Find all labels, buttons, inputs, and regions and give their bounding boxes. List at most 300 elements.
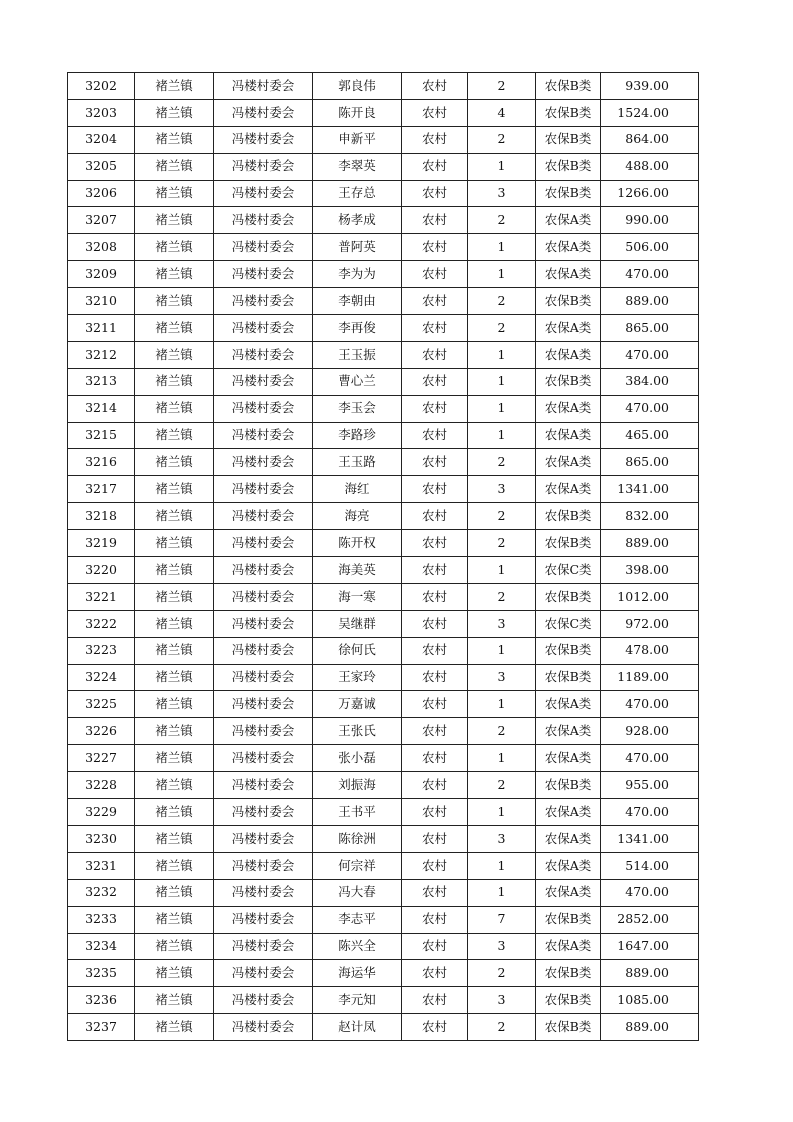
cell-id: 3224 xyxy=(68,664,135,691)
table-row xyxy=(68,207,699,234)
table-row xyxy=(68,530,699,557)
cell-name: 陈徐洲 xyxy=(313,825,402,852)
cell-name: 陈开良 xyxy=(313,99,402,126)
cell-id: 3212 xyxy=(68,341,135,368)
table-row xyxy=(68,1014,699,1041)
cell-name: 李为为 xyxy=(313,261,402,288)
cell-amount: 470.00 xyxy=(601,745,699,772)
cell-town: 褚兰镇 xyxy=(135,99,214,126)
cell-village: 冯楼村委会 xyxy=(214,825,313,852)
cell-village: 冯楼村委会 xyxy=(214,583,313,610)
cell-village: 冯楼村委会 xyxy=(214,503,313,530)
cell-town: 褚兰镇 xyxy=(135,583,214,610)
cell-village: 冯楼村委会 xyxy=(214,664,313,691)
cell-count: 2 xyxy=(468,583,536,610)
cell-id: 3225 xyxy=(68,691,135,718)
cell-count: 2 xyxy=(468,718,536,745)
cell-id: 3213 xyxy=(68,368,135,395)
cell-category: 农保B类 xyxy=(536,73,601,100)
cell-count: 2 xyxy=(468,73,536,100)
cell-name: 万嘉诚 xyxy=(313,691,402,718)
cell-id: 3210 xyxy=(68,288,135,315)
cell-id: 3216 xyxy=(68,449,135,476)
cell-id: 3236 xyxy=(68,987,135,1014)
cell-town: 褚兰镇 xyxy=(135,637,214,664)
table-row xyxy=(68,126,699,153)
table-row xyxy=(68,73,699,100)
cell-count: 2 xyxy=(468,315,536,342)
table-row xyxy=(68,503,699,530)
cell-village: 冯楼村委会 xyxy=(214,718,313,745)
cell-town: 褚兰镇 xyxy=(135,879,214,906)
cell-category: 农保B类 xyxy=(536,906,601,933)
cell-type: 农村 xyxy=(402,825,468,852)
cell-amount: 1524.00 xyxy=(601,99,699,126)
table-row xyxy=(68,315,699,342)
cell-type: 农村 xyxy=(402,99,468,126)
cell-amount: 478.00 xyxy=(601,637,699,664)
cell-count: 1 xyxy=(468,341,536,368)
cell-name: 冯大春 xyxy=(313,879,402,906)
table-row xyxy=(68,960,699,987)
cell-type: 农村 xyxy=(402,422,468,449)
table-row xyxy=(68,180,699,207)
table-row xyxy=(68,234,699,261)
cell-name: 王玉路 xyxy=(313,449,402,476)
cell-count: 2 xyxy=(468,207,536,234)
table-row xyxy=(68,368,699,395)
cell-count: 1 xyxy=(468,879,536,906)
cell-town: 褚兰镇 xyxy=(135,207,214,234)
cell-id: 3234 xyxy=(68,933,135,960)
cell-count: 1 xyxy=(468,691,536,718)
cell-id: 3219 xyxy=(68,530,135,557)
table-row xyxy=(68,610,699,637)
cell-id: 3211 xyxy=(68,315,135,342)
cell-category: 农保B类 xyxy=(536,583,601,610)
cell-name: 李翠英 xyxy=(313,153,402,180)
cell-name: 曹心兰 xyxy=(313,368,402,395)
cell-type: 农村 xyxy=(402,879,468,906)
cell-amount: 864.00 xyxy=(601,126,699,153)
cell-village: 冯楼村委会 xyxy=(214,691,313,718)
table-row xyxy=(68,637,699,664)
cell-type: 农村 xyxy=(402,288,468,315)
cell-count: 1 xyxy=(468,745,536,772)
cell-count: 3 xyxy=(468,476,536,503)
cell-type: 农村 xyxy=(402,234,468,261)
cell-category: 农保B类 xyxy=(536,368,601,395)
cell-town: 褚兰镇 xyxy=(135,557,214,584)
cell-village: 冯楼村委会 xyxy=(214,368,313,395)
cell-category: 农保A类 xyxy=(536,879,601,906)
cell-id: 3222 xyxy=(68,610,135,637)
table-row xyxy=(68,261,699,288)
cell-village: 冯楼村委会 xyxy=(214,879,313,906)
cell-id: 3232 xyxy=(68,879,135,906)
cell-type: 农村 xyxy=(402,933,468,960)
cell-type: 农村 xyxy=(402,476,468,503)
cell-type: 农村 xyxy=(402,503,468,530)
cell-town: 褚兰镇 xyxy=(135,1014,214,1041)
cell-village: 冯楼村委会 xyxy=(214,99,313,126)
table-row xyxy=(68,825,699,852)
cell-amount: 384.00 xyxy=(601,368,699,395)
cell-village: 冯楼村委会 xyxy=(214,288,313,315)
cell-type: 农村 xyxy=(402,73,468,100)
cell-village: 冯楼村委会 xyxy=(214,637,313,664)
cell-category: 农保A类 xyxy=(536,852,601,879)
cell-name: 海美英 xyxy=(313,557,402,584)
cell-count: 4 xyxy=(468,99,536,126)
table-row xyxy=(68,449,699,476)
cell-category: 农保A类 xyxy=(536,234,601,261)
cell-amount: 865.00 xyxy=(601,315,699,342)
cell-name: 刘振海 xyxy=(313,772,402,799)
cell-village: 冯楼村委会 xyxy=(214,1014,313,1041)
cell-id: 3208 xyxy=(68,234,135,261)
cell-type: 农村 xyxy=(402,315,468,342)
cell-town: 褚兰镇 xyxy=(135,906,214,933)
cell-category: 农保B类 xyxy=(536,772,601,799)
cell-count: 2 xyxy=(468,772,536,799)
cell-amount: 889.00 xyxy=(601,288,699,315)
cell-amount: 1341.00 xyxy=(601,476,699,503)
cell-category: 农保B类 xyxy=(536,153,601,180)
cell-town: 褚兰镇 xyxy=(135,718,214,745)
cell-name: 海运华 xyxy=(313,960,402,987)
cell-id: 3235 xyxy=(68,960,135,987)
cell-village: 冯楼村委会 xyxy=(214,557,313,584)
cell-name: 李元知 xyxy=(313,987,402,1014)
cell-village: 冯楼村委会 xyxy=(214,395,313,422)
cell-category: 农保A类 xyxy=(536,261,601,288)
cell-amount: 470.00 xyxy=(601,261,699,288)
cell-id: 3205 xyxy=(68,153,135,180)
cell-name: 陈开权 xyxy=(313,530,402,557)
cell-type: 农村 xyxy=(402,180,468,207)
table-row xyxy=(68,476,699,503)
cell-type: 农村 xyxy=(402,745,468,772)
cell-name: 海亮 xyxy=(313,503,402,530)
cell-village: 冯楼村委会 xyxy=(214,530,313,557)
cell-village: 冯楼村委会 xyxy=(214,933,313,960)
cell-name: 李再俊 xyxy=(313,315,402,342)
cell-count: 3 xyxy=(468,933,536,960)
table-row xyxy=(68,422,699,449)
cell-town: 褚兰镇 xyxy=(135,315,214,342)
cell-count: 3 xyxy=(468,664,536,691)
cell-name: 王玉振 xyxy=(313,341,402,368)
cell-name: 赵计凤 xyxy=(313,1014,402,1041)
cell-name: 李志平 xyxy=(313,906,402,933)
cell-town: 褚兰镇 xyxy=(135,664,214,691)
cell-village: 冯楼村委会 xyxy=(214,341,313,368)
cell-count: 2 xyxy=(468,288,536,315)
table-row xyxy=(68,718,699,745)
cell-town: 褚兰镇 xyxy=(135,772,214,799)
cell-name: 张小磊 xyxy=(313,745,402,772)
cell-category: 农保A类 xyxy=(536,745,601,772)
cell-name: 杨孝成 xyxy=(313,207,402,234)
cell-type: 农村 xyxy=(402,772,468,799)
cell-type: 农村 xyxy=(402,960,468,987)
cell-type: 农村 xyxy=(402,718,468,745)
cell-count: 1 xyxy=(468,368,536,395)
cell-amount: 398.00 xyxy=(601,557,699,584)
cell-name: 海红 xyxy=(313,476,402,503)
cell-id: 3215 xyxy=(68,422,135,449)
cell-id: 3226 xyxy=(68,718,135,745)
cell-name: 李玉会 xyxy=(313,395,402,422)
table-row xyxy=(68,933,699,960)
cell-village: 冯楼村委会 xyxy=(214,234,313,261)
cell-type: 农村 xyxy=(402,610,468,637)
cell-type: 农村 xyxy=(402,530,468,557)
cell-count: 2 xyxy=(468,449,536,476)
cell-town: 褚兰镇 xyxy=(135,234,214,261)
cell-count: 3 xyxy=(468,180,536,207)
table-row xyxy=(68,879,699,906)
cell-amount: 470.00 xyxy=(601,799,699,826)
cell-type: 农村 xyxy=(402,664,468,691)
cell-amount: 488.00 xyxy=(601,153,699,180)
cell-type: 农村 xyxy=(402,207,468,234)
cell-category: 农保B类 xyxy=(536,99,601,126)
cell-town: 褚兰镇 xyxy=(135,825,214,852)
cell-village: 冯楼村委会 xyxy=(214,449,313,476)
cell-amount: 1341.00 xyxy=(601,825,699,852)
cell-amount: 1647.00 xyxy=(601,933,699,960)
cell-id: 3209 xyxy=(68,261,135,288)
cell-town: 褚兰镇 xyxy=(135,288,214,315)
cell-name: 何宗祥 xyxy=(313,852,402,879)
cell-amount: 470.00 xyxy=(601,341,699,368)
cell-category: 农保A类 xyxy=(536,476,601,503)
cell-category: 农保B类 xyxy=(536,637,601,664)
cell-category: 农保A类 xyxy=(536,691,601,718)
cell-village: 冯楼村委会 xyxy=(214,987,313,1014)
cell-id: 3217 xyxy=(68,476,135,503)
cell-id: 3221 xyxy=(68,583,135,610)
cell-type: 农村 xyxy=(402,799,468,826)
cell-town: 褚兰镇 xyxy=(135,368,214,395)
cell-category: 农保B类 xyxy=(536,503,601,530)
cell-amount: 1085.00 xyxy=(601,987,699,1014)
cell-type: 农村 xyxy=(402,261,468,288)
cell-town: 褚兰镇 xyxy=(135,153,214,180)
cell-name: 王书平 xyxy=(313,799,402,826)
table-row xyxy=(68,341,699,368)
cell-type: 农村 xyxy=(402,852,468,879)
cell-category: 农保B类 xyxy=(536,288,601,315)
cell-town: 褚兰镇 xyxy=(135,933,214,960)
cell-amount: 889.00 xyxy=(601,960,699,987)
cell-category: 农保A类 xyxy=(536,825,601,852)
cell-count: 3 xyxy=(468,825,536,852)
cell-type: 农村 xyxy=(402,1014,468,1041)
cell-id: 3231 xyxy=(68,852,135,879)
cell-id: 3206 xyxy=(68,180,135,207)
cell-category: 农保A类 xyxy=(536,395,601,422)
cell-type: 农村 xyxy=(402,691,468,718)
cell-name: 吴继群 xyxy=(313,610,402,637)
table-row xyxy=(68,745,699,772)
cell-count: 2 xyxy=(468,126,536,153)
cell-category: 农保B类 xyxy=(536,126,601,153)
cell-count: 2 xyxy=(468,1014,536,1041)
cell-category: 农保B类 xyxy=(536,1014,601,1041)
cell-type: 农村 xyxy=(402,153,468,180)
cell-village: 冯楼村委会 xyxy=(214,153,313,180)
cell-town: 褚兰镇 xyxy=(135,691,214,718)
table-row xyxy=(68,906,699,933)
cell-village: 冯楼村委会 xyxy=(214,772,313,799)
cell-amount: 889.00 xyxy=(601,530,699,557)
table-row xyxy=(68,583,699,610)
cell-amount: 955.00 xyxy=(601,772,699,799)
cell-count: 1 xyxy=(468,422,536,449)
cell-count: 1 xyxy=(468,261,536,288)
cell-id: 3233 xyxy=(68,906,135,933)
cell-village: 冯楼村委会 xyxy=(214,610,313,637)
data-table xyxy=(67,72,699,1041)
cell-type: 农村 xyxy=(402,395,468,422)
cell-town: 褚兰镇 xyxy=(135,449,214,476)
cell-name: 李路珍 xyxy=(313,422,402,449)
table-row xyxy=(68,691,699,718)
cell-village: 冯楼村委会 xyxy=(214,261,313,288)
cell-category: 农保B类 xyxy=(536,960,601,987)
cell-town: 褚兰镇 xyxy=(135,745,214,772)
cell-name: 王张氏 xyxy=(313,718,402,745)
cell-category: 农保A类 xyxy=(536,341,601,368)
cell-type: 农村 xyxy=(402,987,468,1014)
cell-category: 农保A类 xyxy=(536,422,601,449)
cell-count: 2 xyxy=(468,530,536,557)
cell-type: 农村 xyxy=(402,126,468,153)
cell-count: 1 xyxy=(468,395,536,422)
table-row xyxy=(68,99,699,126)
cell-town: 褚兰镇 xyxy=(135,261,214,288)
cell-count: 2 xyxy=(468,960,536,987)
table-body xyxy=(68,73,699,1041)
cell-village: 冯楼村委会 xyxy=(214,852,313,879)
cell-id: 3227 xyxy=(68,745,135,772)
cell-village: 冯楼村委会 xyxy=(214,207,313,234)
cell-village: 冯楼村委会 xyxy=(214,745,313,772)
cell-type: 农村 xyxy=(402,368,468,395)
cell-village: 冯楼村委会 xyxy=(214,73,313,100)
cell-village: 冯楼村委会 xyxy=(214,799,313,826)
cell-count: 1 xyxy=(468,799,536,826)
cell-category: 农保A类 xyxy=(536,933,601,960)
cell-name: 王存总 xyxy=(313,180,402,207)
cell-category: 农保B类 xyxy=(536,180,601,207)
cell-amount: 470.00 xyxy=(601,879,699,906)
cell-village: 冯楼村委会 xyxy=(214,476,313,503)
cell-id: 3207 xyxy=(68,207,135,234)
table-row xyxy=(68,852,699,879)
cell-id: 3237 xyxy=(68,1014,135,1041)
cell-category: 农保B类 xyxy=(536,987,601,1014)
cell-type: 农村 xyxy=(402,906,468,933)
cell-name: 徐何氏 xyxy=(313,637,402,664)
cell-amount: 2852.00 xyxy=(601,906,699,933)
cell-id: 3223 xyxy=(68,637,135,664)
cell-id: 3204 xyxy=(68,126,135,153)
cell-count: 1 xyxy=(468,234,536,261)
cell-id: 3228 xyxy=(68,772,135,799)
cell-id: 3214 xyxy=(68,395,135,422)
table-row xyxy=(68,288,699,315)
cell-town: 褚兰镇 xyxy=(135,852,214,879)
cell-category: 农保A类 xyxy=(536,799,601,826)
cell-amount: 506.00 xyxy=(601,234,699,261)
cell-town: 褚兰镇 xyxy=(135,960,214,987)
cell-id: 3202 xyxy=(68,73,135,100)
cell-town: 褚兰镇 xyxy=(135,799,214,826)
cell-category: 农保A类 xyxy=(536,207,601,234)
cell-category: 农保A类 xyxy=(536,315,601,342)
cell-amount: 1189.00 xyxy=(601,664,699,691)
cell-village: 冯楼村委会 xyxy=(214,960,313,987)
cell-type: 农村 xyxy=(402,583,468,610)
cell-amount: 865.00 xyxy=(601,449,699,476)
cell-town: 褚兰镇 xyxy=(135,422,214,449)
cell-village: 冯楼村委会 xyxy=(214,126,313,153)
cell-type: 农村 xyxy=(402,341,468,368)
cell-name: 陈兴全 xyxy=(313,933,402,960)
cell-count: 3 xyxy=(468,610,536,637)
table-row xyxy=(68,153,699,180)
cell-id: 3203 xyxy=(68,99,135,126)
cell-count: 1 xyxy=(468,852,536,879)
cell-village: 冯楼村委会 xyxy=(214,180,313,207)
cell-id: 3230 xyxy=(68,825,135,852)
cell-name: 王家玲 xyxy=(313,664,402,691)
cell-village: 冯楼村委会 xyxy=(214,422,313,449)
cell-count: 2 xyxy=(468,503,536,530)
cell-category: 农保C类 xyxy=(536,557,601,584)
table-row xyxy=(68,395,699,422)
cell-town: 褚兰镇 xyxy=(135,180,214,207)
cell-category: 农保C类 xyxy=(536,610,601,637)
cell-type: 农村 xyxy=(402,557,468,584)
cell-town: 褚兰镇 xyxy=(135,341,214,368)
cell-town: 褚兰镇 xyxy=(135,530,214,557)
cell-town: 褚兰镇 xyxy=(135,987,214,1014)
cell-amount: 465.00 xyxy=(601,422,699,449)
cell-id: 3218 xyxy=(68,503,135,530)
cell-name: 申新平 xyxy=(313,126,402,153)
cell-id: 3220 xyxy=(68,557,135,584)
cell-amount: 470.00 xyxy=(601,691,699,718)
table-row xyxy=(68,664,699,691)
cell-amount: 990.00 xyxy=(601,207,699,234)
cell-type: 农村 xyxy=(402,637,468,664)
cell-amount: 889.00 xyxy=(601,1014,699,1041)
cell-category: 农保A类 xyxy=(536,449,601,476)
cell-category: 农保B类 xyxy=(536,664,601,691)
cell-amount: 972.00 xyxy=(601,610,699,637)
cell-amount: 832.00 xyxy=(601,503,699,530)
cell-village: 冯楼村委会 xyxy=(214,906,313,933)
cell-town: 褚兰镇 xyxy=(135,503,214,530)
cell-count: 1 xyxy=(468,153,536,180)
cell-town: 褚兰镇 xyxy=(135,610,214,637)
cell-amount: 939.00 xyxy=(601,73,699,100)
